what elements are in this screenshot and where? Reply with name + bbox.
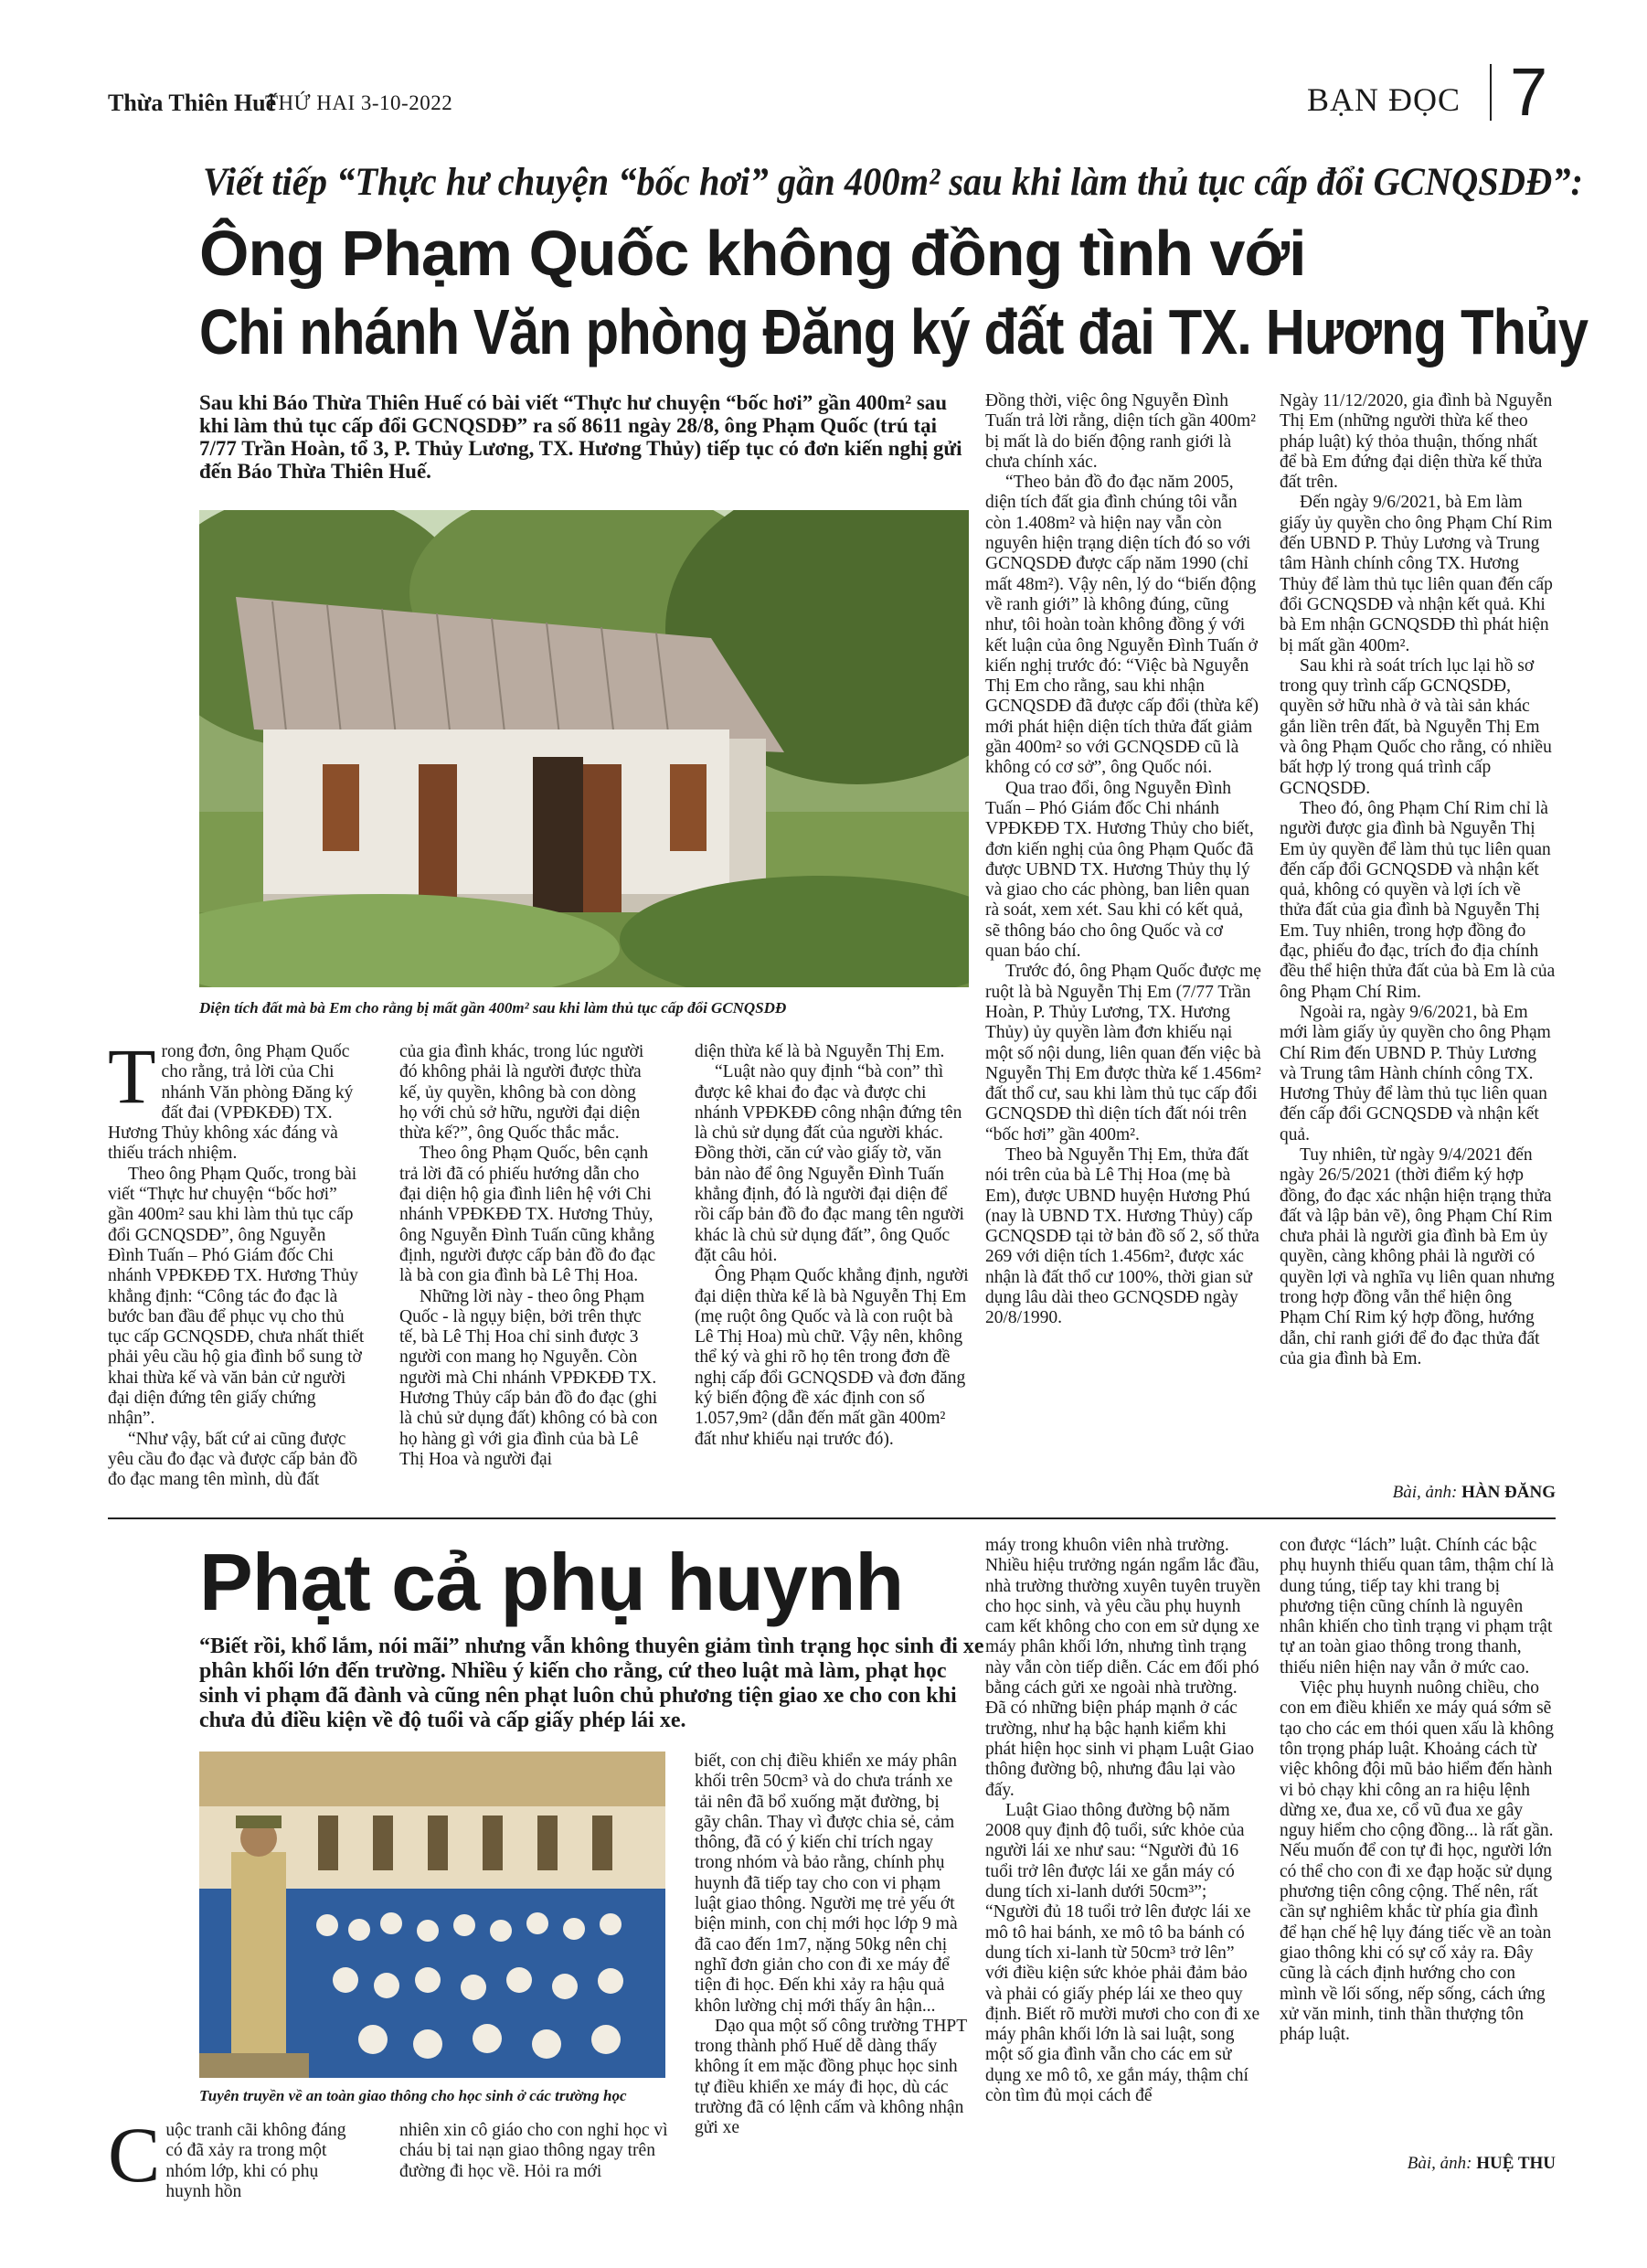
- paragraph: Theo ông Phạm Quốc, bên cạnh trả lời đã có phiếu hướng dẫn cho đại diện hộ gia đình liên hệ với Chi nhánh VPĐKĐĐ TX. Hương Thủy, ông Nguyễn Đình Tuấn cũng khẳng định, người được cấp bản đồ đo đạc là bà con gia đình bà Lê Thị Hoa.: [399, 1144, 656, 1286]
- paragraph: Trước đó, ông Phạm Quốc được mẹ ruột là bà Nguyễn Thị Em (7/77 Trần Hoàn, P. Thủy Lương, TX. Hương Thủy) ủy quyền làm đơn khiếu nại một số nội dung, liên quan đến việc bà Nguyễn Thị Em được thừa kế 1.456m² đất thổ cư, sau khi làm thủ tục cấp đổi GCNQSDĐ thì diện tích đất nói trên “bốc hơi” gần 400m².: [985, 962, 1261, 1145]
- byline-label: Bài, ảnh:: [1392, 1483, 1458, 1502]
- paragraph: Đồng thời, việc ông Nguyễn Đình Tuấn trả lời rằng, diện tích gần 400m² bị mất là do biến động ranh giới là chưa chính xác.: [985, 391, 1256, 472]
- article2-byline: [1280, 2154, 1556, 2174]
- paragraph: uộc tranh cãi không đáng có đã xảy ra trong một nhóm lớp, khi có phụ huynh hồn: [165, 2121, 346, 2201]
- article2-dropcap: C: [108, 2111, 161, 2199]
- paragraph: biết, con chị điều khiển xe máy phân khối trên 50cm³ và do chưa tránh xe tải nên đã bổ xuống mặt đường, bị gãy chân. Thay vì được chia sẻ, cảm thông, đã có ý kiến chỉ trích ngay trong nhóm và bảo rằng, chính phụ huynh đã tiếp tay cho con vi phạm luật giao thông. Người mẹ trẻ yếu ớt biện minh, con chị mới học lớp 9 mà đã cao đến 1m7, nặng 50kg nên chị nghĩ đơn giản cho con đi xe máy để tiện đi học. Đến khi xảy ra hậu quả khôn lường chị mới thấy ân hận...: [695, 1752, 958, 2016]
- article1-kicker: Viết tiếp “Thực hư chuyện “bốc hơi” gần 400m² sau khi làm thủ tục cấp đổi GCNQSDĐ”:: [203, 161, 1583, 204]
- article1-column-3: [695, 1042, 969, 1450]
- article1-column-2: [399, 1042, 658, 1470]
- section-title: BẠN ĐỌC: [1307, 81, 1461, 118]
- article2-column-3: [695, 1752, 969, 2139]
- article1-headline-line1: Ông Phạm Quốc không đồng tình với: [199, 218, 1306, 289]
- classroom-photo: [199, 1752, 665, 2078]
- article1-column-1: [108, 1032, 366, 1491]
- article2-column-4: [985, 1536, 1261, 2106]
- paragraph: Ngoài ra, ngày 9/6/2021, bà Em mới làm giấy ủy quyền cho ông Phạm Chí Rim đến UBND P. Thủy Lương và Trung tâm Hành chính công TX. Hương Thủy để làm thủ tục liên quan đến cấp đổi GCNQSDĐ và nhận kết quả.: [1280, 1002, 1551, 1145]
- article1-byline: [1280, 1483, 1556, 1503]
- paragraph: Luật Giao thông đường bộ năm 2008 quy định độ tuổi, sức khỏe của người lái xe như sau: “Người đủ 16 tuổi trở lên được lái xe gắn máy có dung tích xi-lanh dưới 50cm³”; “Người đủ 18 tuổi trở lên được lái xe mô tô hai bánh, xe mô tô ba bánh có dung tích xi-lanh từ 50cm³ trở lên” với điều kiện sức khỏe phải đảm bảo và phải có giấy phép lái xe theo quy định. Biết rõ mười mươi cho con đi xe máy phân khối lớn là sai luật, song một số gia đình vẫn cho các em sử dụng xe mô tô, xe gắn máy, thậm chí còn tìm đủ mọi cách để: [985, 1800, 1260, 2106]
- newspaper-name: Thừa Thiên Huế: [108, 90, 277, 116]
- paragraph: Sau khi rà soát trích lục lại hồ sơ trong quy trình cấp GCNQSDĐ, quyền sở hữu nhà ở và tài sản khác gắn liền trên đất, bà Nguyễn Thị Em và ông Phạm Quốc cho rằng, có nhiều bất hợp lý trong quá trình cấp GCNQSDĐ.: [1280, 655, 1552, 798]
- paragraph: Ngày 11/12/2020, gia đình bà Nguyễn Thị Em (những người thừa kế theo pháp luật) ký thỏa thuận, thống nhất để bà Em đứng đại diện thừa kế thửa đất trên.: [1280, 391, 1553, 493]
- paragraph: “Luật nào quy định “bà con” thì được kê khai đo đạc và được chi nhánh VPĐKĐĐ công nhận đứng tên là chủ sử dụng đất của người khác. Đồng thời, căn cứ vào giấy tờ, văn bản nào để ông Nguyễn Đình Tuấn khẳng định, đó là người đại diện để rồi cấp bản đồ đo đạc mang tên người khác là chủ sử dụng đất”, ông Quốc đặt câu hỏi.: [695, 1062, 964, 1265]
- paragraph: con được “lách” luật. Chính các bậc phụ huynh thiếu quan tâm, thậm chí là dung túng, tiếp tay khi trang bị phương tiện cũng chính là nguyên nhân khiến cho tình trạng vi phạm trật tự an toàn giao thông trong thanh, thiếu niên hiện nay vẫn ở mức cao.: [1280, 1536, 1555, 1677]
- byline-author: HÀN ĐĂNG: [1461, 1483, 1556, 1502]
- paragraph: của gia đình khác, trong lúc người đó không phải là người được thừa kế, ủy quyền, không bà con dòng họ với chủ sở hữu, người đại diện thừa kế?”, ông Quốc thắc mắc.: [399, 1042, 644, 1144]
- article1-dropcap: T: [108, 1032, 156, 1120]
- article1-column-4: [985, 391, 1261, 1329]
- paragraph: Tuy nhiên, từ ngày 9/4/2021 đến ngày 26/5/2021 (thời điểm ký hợp đồng, đo đạc xác nhận hiện trạng thửa đất và lập bản vẽ), ông Phạm Chí Rim chưa phải là người gia đình bà Em ủy quyền, càng không phải là người có quyền lợi và nghĩa vụ liên quan nhưng trong hợp đồng vẫn thể hiện ông Phạm Chí Rim ký hợp đồng, hướng dẫn, chỉ ranh giới để đo đạc thửa đất của gia đình bà Em.: [1280, 1145, 1555, 1368]
- paragraph: Đến ngày 9/6/2021, bà Em làm giấy ủy quyền cho ông Phạm Chí Rim đến UBND P. Thủy Lương và Trung tâm Hành chính công TX. Hương Thủy để làm thủ tục liên quan đến cấp đổi GCNQSDĐ và nhận kết quả. Khi bà Em nhận GCNQSDĐ thì phát hiện bị mất gần 400m².: [1280, 493, 1553, 655]
- paragraph: Dạo qua một số công trường THPT trong thành phố Huế dễ dàng thấy không ít em mặc đồng phục học sinh tự điều khiển xe máy đi học, dù các trường đã có lệnh cấm và không nhận gửi xe: [695, 2016, 967, 2138]
- paragraph: “Như vậy, bất cứ ai cũng được yêu cầu đo đạc và được cấp bản đồ đo đạc mang tên mình, dù đất: [108, 1429, 358, 1490]
- byline-label: Bài, ảnh:: [1407, 2154, 1472, 2173]
- byline-author: HUỆ THU: [1476, 2154, 1556, 2173]
- classroom-photo-illustration: [199, 1752, 665, 2078]
- paragraph: Việc phụ huynh nuông chiều, cho con em điều khiển xe máy quá sớm sẽ tạo cho các em thói quen xấu là không tôn trọng pháp luật. Khoảng cách từ việc không đội mũ bảo hiểm đến hành vi bỏ chạy khi công an ra hiệu lệnh dừng xe, đua xe, cổ vũ đua xe gây nguy hiểm cho cộng đồng... là rất gần. Nếu muốn để con tự đi học, người lớn có thể cho con đi xe đạp hoặc sử dụng phương tiện công cộng. Thế nên, rất cần sự nghiêm khắc từ phía gia đình để hạn chế hệ lụy đáng tiếc về an toàn giao thông khi có sự cố xảy ra. Đây cũng là cách định hướng cho con mình về lối sống, nếp sống, cách ứng xử văn minh, tinh thần thượng tôn pháp luật.: [1280, 1678, 1554, 2045]
- article-divider: [108, 1517, 1556, 1519]
- paragraph: Qua trao đổi, ông Nguyễn Đình Tuấn – Phó Giám đốc Chi nhánh VPĐKĐĐ TX. Hương Thủy cho biết, đơn kiến nghị của ông Phạm Quốc đã được UBND TX. Hương Thủy thụ lý và giao cho các phòng, ban liên quan rà soát, xem xét. Sau khi có kết quả, sẽ thông báo cho ông Quốc và cơ quan báo chí.: [985, 778, 1254, 962]
- issue-date: THỨ HAI 3-10-2022: [265, 91, 453, 114]
- paragraph: máy trong khuôn viên nhà trường. Nhiều hiệu trưởng ngán ngẩm lắc đầu, nhà trường thường xuyên tuyên truyền cho học sinh, và yêu cầu phụ huynh cam kết không cho con em sử dụng xe máy phân khối lớn, nhưng tình trạng này vẫn còn tiếp diễn. Các em đối phó bằng cách gửi xe ngoài nhà trường. Đã có những biện pháp mạnh ở các trường, như hạ bậc hạnh kiểm khi phát hiện học sinh vi phạm Luật Giao thông đường bộ, nhưng đâu lại vào đấy.: [985, 1536, 1261, 1800]
- page-number: 7: [1510, 54, 1548, 130]
- article1-lead: Sau khi Báo Thừa Thiên Huế có bài viết “Thực hư chuyện “bốc hơi” gần 400m² sau khi làm thủ tục cấp đổi GCNQSDĐ” ra số 8611 ngày 28/8, ông Phạm Quốc (trú tại 7/77 Trần Hoàn, tổ 3, P. Thủy Lương, TX. Hương Thủy) tiếp tục có đơn kiến nghị gửi đến Báo Thừa Thiên Huế.: [199, 391, 962, 483]
- article2-column-2: [399, 2121, 674, 2182]
- article2-headline: Phạt cả phụ huynh: [199, 1537, 904, 1627]
- article2-column-5: [1280, 1536, 1556, 2045]
- paragraph: rong đơn, ông Phạm Quốc cho rằng, trả lời của Chi nhánh Văn phòng Đăng ký đất đai (VPĐKĐĐ) TX. Hương Thủy không xác đáng và thiếu trách nhiệm.: [108, 1042, 354, 1164]
- paragraph: Theo bà Nguyễn Thị Em, thửa đất nói trên của bà Lê Thị Hoa (mẹ bà Em), được UBND huyện Hương Phú (nay là UBND TX. Hương Thủy) cấp GCNQSDĐ tại tờ bản đồ số 2, số thửa 269 với diện tích 1.456m², được xác nhận là đất thổ cư 100%, thời gian sử dụng lâu dài theo GCNQSDĐ ngày 20/8/1990.: [985, 1145, 1259, 1328]
- header-divider: [1490, 64, 1492, 121]
- paragraph: nhiên xin cô giáo cho con nghỉ học vì cháu bị tai nạn giao thông ngay trên đường đi học về. Hỏi ra mới: [399, 2121, 668, 2181]
- paragraph: diện thừa kế là bà Nguyễn Thị Em.: [695, 1042, 945, 1061]
- article1-column-5: [1280, 391, 1556, 1369]
- article2-column-1: [108, 2111, 366, 2202]
- paragraph: Ông Phạm Quốc khẳng định, người đại diện thừa kế là bà Nguyễn Thị Em (mẹ ruột ông Quốc và là con ruột bà Lê Thị Hoa) mù chữ. Vậy nên, không thể ký và ghi rõ họ tên trong đơn đề nghị cấp đổi GCNQSDĐ và đơn đăng ký biến động đề xác định con số 1.057,9m² (dẫn đến mất gần 400m² đất như khiếu nại trước đó).: [695, 1266, 969, 1449]
- article2-lead: “Biết rồi, khổ lắm, nói mãi” nhưng vẫn không thuyên giảm tình trạng học sinh đi xe phân khối lớn đến trường. Nhiều ý kiến cho rằng, cứ theo luật mà làm, phạt học sinh vi phạm đã đành và cũng nên phạt luôn chủ phương tiện giao xe cho con khi chưa đủ điều kiện về độ tuổi và cấp giấy phép lái xe.: [199, 1634, 984, 1732]
- paragraph: Theo ông Phạm Quốc, trong bài viết “Thực hư chuyện “bốc hơi” gần 400m² sau khi làm thủ tục cấp đổi GCNQSDĐ”, ông Nguyễn Đình Tuấn – Phó Giám đốc Chi nhánh VPĐKĐĐ TX. Hương Thủy khẳng định: “Công tác đo đạc là bước ban đầu để phục vụ cho thủ tục cấp GCNQSDĐ, chưa nhất thiết phải yêu cầu hộ gia đình bổ sung tờ khai thừa kế và văn bản cử người đại diện đứng tên giấy chứng nhận”.: [108, 1164, 365, 1429]
- paragraph: “Theo bản đồ đo đạc năm 2005, diện tích đất gia đình chúng tôi vẫn còn 1.408m² và hiện nay vẫn còn nguyên hiện trạng diện tích đó so với GCNQSDĐ được cấp năm 1990 (chỉ mất 48m²). Vậy nên, lý do “biến động về ranh giới” là không đúng, cũng như, tôi hoàn toàn không đồng ý với kết luận của ông Nguyễn Đình Tuấn ở kiến nghị trước đó: “Việc bà Nguyễn Thị Em cho rằng, sau khi nhận GCNQSDĐ đã được cấp đổi (thừa kế) mới phát hiện diện tích thửa đất giảm gần 400m² so với GCNQSDĐ cũ là không có cơ sở”, ông Quốc nói.: [985, 473, 1259, 778]
- paragraph: Theo đó, ông Phạm Chí Rim chỉ là người được gia đình bà Nguyễn Thị Em ủy quyền để làm thủ tục liên quan đến cấp đổi GCNQSDĐ và nhận kết quả, không có quyền và lợi ích về thửa đất của gia đình bà Nguyễn Thị Em. Tuy nhiên, trong hợp đồng đo đạc, phiếu đo đạc, trích đo địa chính đều thể hiện thửa đất của bà Em là của ông Phạm Chí Rim.: [1280, 798, 1556, 1002]
- article2-photo-caption: Tuyên truyền về an toàn giao thông cho học sinh ở các trường học: [199, 2087, 627, 2104]
- house-photo-illustration: [199, 510, 969, 987]
- article1-photo-caption: Diện tích đất mà bà Em cho rằng bị mất gần 400m² sau khi làm thủ tục cấp đổi GCNQSDĐ: [199, 999, 787, 1017]
- house-photo: [199, 510, 969, 987]
- paragraph: Những lời này - theo ông Phạm Quốc - là ngụy biện, bởi trên thực tế, bà Lê Thị Hoa chỉ sinh được 3 người con mang họ Nguyễn. Còn người mà Chi nhánh VPĐKĐĐ TX. Hương Thủy cấp bản đồ đo đạc (ghi là chủ sử dụng đất) không có bà con họ hàng gì với gia đình của bà Lê Thị Hoa và người đại: [399, 1286, 658, 1469]
- article1-headline-line2: Chi nhánh Văn phòng Đăng ký đất đai TX. Hương Thủy: [199, 296, 1589, 367]
